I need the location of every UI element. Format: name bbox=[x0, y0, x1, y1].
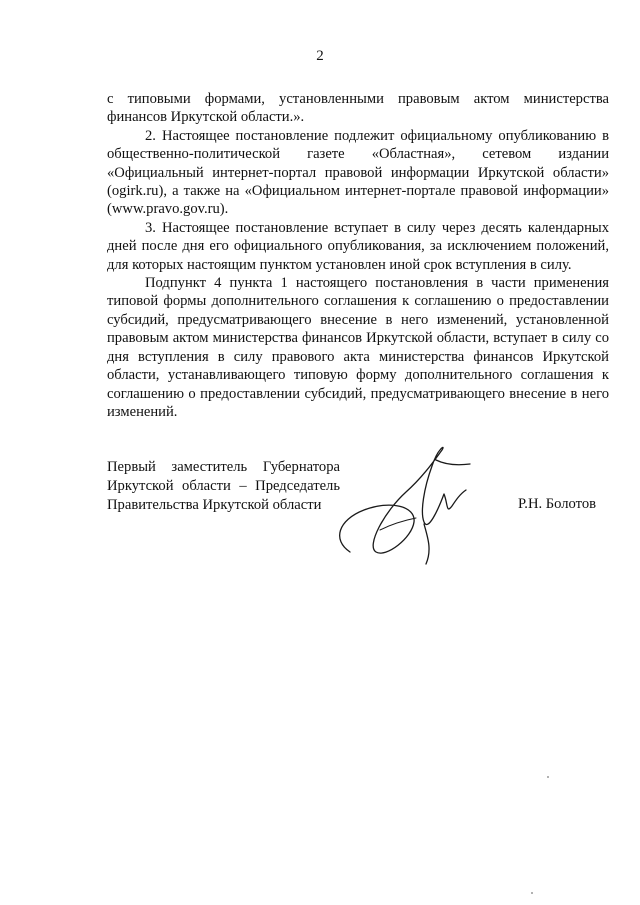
paragraph-continuation: с типовыми формами, установленными правовым актом министерства финансов Иркутской области.». bbox=[107, 91, 609, 126]
paragraph-subclause-exception: Подпункт 4 пункта 1 настоящего постановления в части применения типовой формы дополнительного соглашения к соглашению о предоставлении субсидий, предусматривающего внесение в него изменений, установленной правовым актом министерства финансов Иркутской области, вступает в силу со дня вступления в силу правового акта министерства финансов Иркутской области, устанавливающего типовую форму дополнительного соглашения к соглашению о предоставлении субсидий, предусматривающего внесение в него изменений. bbox=[107, 275, 609, 420]
scan-speck bbox=[531, 892, 533, 894]
paragraph-publication: 2. Настоящее постановление подлежит официальному опубликованию в общественно-политической газете «Областная», сетевом издании «Официальный интернет-портал правовой информации Иркутской области» (ogirk.ru), а также на «Официальном интернет-портале правовой информации» (www.pravo.gov.ru). bbox=[107, 127, 609, 218]
signatory-title-line: Иркутской области – Председатель bbox=[107, 478, 340, 494]
signatory-title bbox=[107, 458, 340, 515]
scan-speck bbox=[547, 776, 549, 778]
signatory-name: Р.Н. Болотов bbox=[518, 496, 597, 512]
handwritten-signature bbox=[320, 440, 480, 580]
paragraph-entry-into-force: 3. Настоящее постановление вступает в силу через десять календарных дней после дня его официального опубликования, за исключением положений, для которых настоящим пунктом установлен иной срок вступления в силу. bbox=[107, 219, 609, 273]
signatory-title-line: Правительства Иркутской области bbox=[107, 497, 322, 513]
signatory-title-line: Первый заместитель Губернатора bbox=[107, 459, 340, 475]
page-number: 2 bbox=[316, 48, 324, 64]
document-body bbox=[107, 90, 609, 421]
